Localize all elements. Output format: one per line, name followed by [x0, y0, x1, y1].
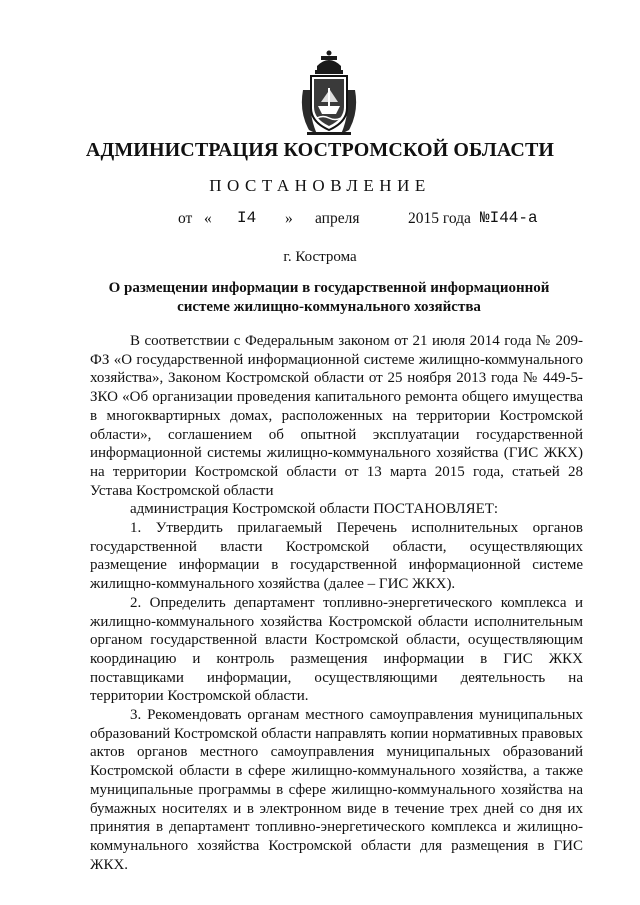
item-paragraph-2: 2. Определить департамент топливно-энергетического комплекса и жилищно-коммунального хозяйства Костромской области исполнительным органом государственной власти Костромской области, осуществляющим координацию и контроль размещения информации в ГИС ЖКХ поставщиками информации, осуществляющими деятельность на территории Костромской области. [90, 594, 583, 705]
date-quote-close: » [285, 210, 293, 227]
city: г. Кострома [283, 249, 357, 265]
organization-name: АДМИНИСТРАЦИЯ КОСТРОМСКОЙ ОБЛАСТИ [85, 139, 555, 161]
date-prefix: от [178, 210, 193, 227]
date-quote-open: « [204, 210, 212, 227]
item-paragraph-3: 3. Рекомендовать органам местного самоуправления муниципальных образований Костромской области направлять копии нормативных правовых актов органов местного самоуправления муниципальных образований Костромской области в сфере жилищно-коммунального хозяйства, а также муниципальные программы в сфере жилищно-коммунального хозяйства на бумажных носителях и в электронном виде в течение трех дней со дня их принятия в департамент топливно-энергетического комплекса и жилищно-коммунального хозяйства Костромской области для размещения в ГИС ЖКХ. [90, 707, 583, 873]
decree-paragraph: администрация Костромской области ПОСТАНОВЛЯЕТ: [130, 501, 499, 518]
date-year: 2015 года [408, 210, 471, 227]
item-paragraph-1: 1. Утвердить прилагаемый Перечень исполнительных органов государственной власти Костромской области, осуществляющих размещение информации в государственной информационной системе жилищно-коммунального хозяйства (далее – ГИС ЖКХ). [90, 520, 583, 593]
coat-of-arms-emblem [297, 50, 361, 138]
date-month: апреля [315, 210, 360, 227]
document-number: №I44-а [480, 209, 538, 227]
document-body [90, 332, 583, 874]
preamble-paragraph: В соответствии с Федеральным законом от 21 июля 2014 года № 209-ФЗ «О государственной информационной системе жилищно-коммунального хозяйства», Законом Костромской области от 25 ноября 2013 года № 449-5-ЗКО «Об организации проведения капитального ремонта общего имущества в многоквартирных домах, расположенных на территории Костромской области», соглашением об опытной эксплуатации государственной информационной системы жилищно-коммунального хозяйства (ГИС ЖКХ) на территории Костромской области от 13 марта 2015 года, статьей 28 Устава Костромской области [90, 333, 583, 499]
document-title: О размещении информации в государственной информационной системе жилищно-коммунального хозяйства [108, 280, 550, 315]
document-type: ПОСТАНОВЛЕНИЕ [209, 176, 431, 195]
date-day: I4 [237, 209, 257, 227]
